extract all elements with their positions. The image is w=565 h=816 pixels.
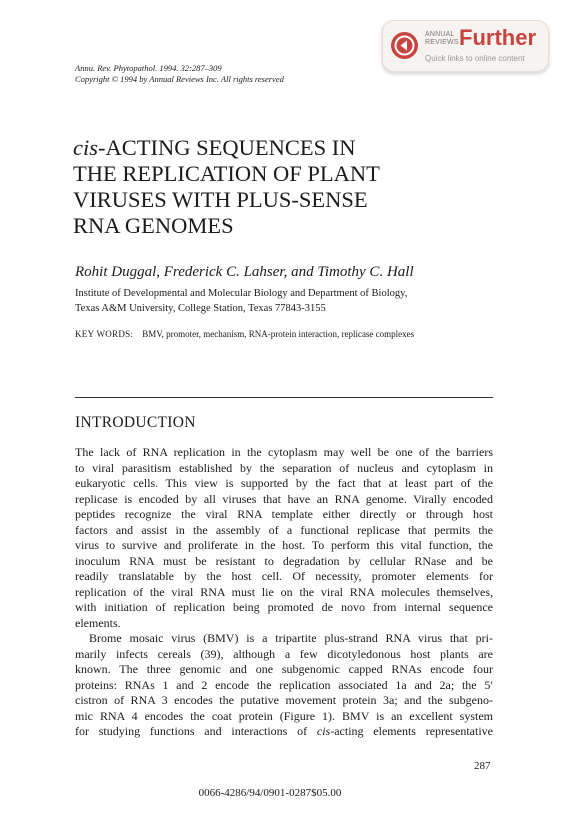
badge-subtitle: Quick links to online content <box>425 54 525 63</box>
text-line: The lack of RNA replication in the cytoplasm may well be one of the barriers <box>75 445 493 459</box>
title-line-4: RNA GENOMES <box>73 213 234 238</box>
text-line: to viral parasitism established by the separation of nucleus and cytoplasm in <box>75 460 493 475</box>
text-line: elements. <box>75 615 121 630</box>
keywords-label: KEY WORDS: <box>75 329 134 339</box>
title-line-1-rest: -ACTING SEQUENCES IN <box>98 135 356 160</box>
play-arrow-icon <box>391 32 418 59</box>
text-line <box>75 724 493 740</box>
title-italic-word: cis <box>73 135 98 160</box>
text-line: eukaryotic cells. This view is supported by the fact that at least part of the <box>75 476 493 490</box>
affiliation-line: Texas A&M University, College Station, Texas 77843-3155 <box>75 303 326 314</box>
text-line: replicase is encoded by all viruses that have an RNA genome. Virally encoded <box>75 491 493 506</box>
badge-publisher-name: ANNUAL REVIEWS <box>425 31 459 46</box>
text-line: cistron of RNA 3 encodes the putative movement protein 3a; and the subgeno- <box>75 693 493 707</box>
journal-citation <box>75 63 284 85</box>
title-line-1 <box>73 135 380 161</box>
keywords <box>75 329 414 339</box>
text-line: with initiation of replication being promoted de novo from internal sequence <box>75 600 493 614</box>
text-line: Brome mosaic virus (BMV) is a tripartite plus-strand RNA virus that pri- <box>89 631 493 645</box>
keywords-values: BMV, promoter, mechanism, RNA-protein interaction, replicase complexes <box>142 329 415 339</box>
text-fragment: for studying functions and interactions of <box>75 724 317 738</box>
page-number: 287 <box>474 760 491 772</box>
text-fragment-italic: cis <box>316 724 331 738</box>
text-line: inoculum RNA must be resistant to degradation by cellular RNase and be <box>75 553 493 568</box>
affiliation-line: Institute of Developmental and Molecular Biology and Department of Biology, <box>75 288 408 299</box>
paragraph-1 <box>75 445 493 631</box>
text-fragment: -acting elements representative <box>330 724 494 738</box>
footer-article-code: 0066-4286/94/0901-0287$05.00 <box>198 787 342 799</box>
text-line: marily infects cereals (39), although a few dicotyledonous host plants are <box>75 646 493 661</box>
copyright-line: Copyright © 1994 by Annual Reviews Inc. All rights reserved <box>75 74 284 84</box>
text-line: replication of the viral RNA must lie on the viral RNA molecules themselves, <box>75 584 493 599</box>
text-line: virus to survive and proliferate in the host. To perform this vital function, the <box>75 538 493 552</box>
paragraph-2 <box>75 631 493 740</box>
text-line: readily translatable by the host cell. Of necessity, promoter elements for <box>75 569 493 583</box>
journal-citation-line: Annu. Rev. Phytopathol. 1994. 32:287–309 <box>75 63 222 73</box>
text-line: peptides recognize the viral RNA template either directly or through host <box>75 507 493 521</box>
text-line: proteins: RNAs 1 and 2 encode the replication associated 1a and 2a; the 5′ <box>75 677 493 692</box>
section-heading: INTRODUCTION <box>75 414 196 431</box>
text-line: known. The three genomic and one subgenomic capped RNAs encode four <box>75 662 493 676</box>
title-line-3: VIRUSES WITH PLUS-SENSE <box>73 187 368 212</box>
author-list: Rohit Duggal, Frederick C. Lahser, and Timothy C. Hall <box>75 264 414 280</box>
badge-further-label: Further <box>459 25 536 50</box>
body-text <box>75 445 493 740</box>
author-affiliation <box>75 286 407 316</box>
text-line: factors and assist in the assembly of a functional replicase that permits the <box>75 522 493 537</box>
annual-reviews-further-badge[interactable] <box>382 20 549 72</box>
text-line: mic RNA 4 encodes the coat protein (Figure 1). BMV is an excellent system <box>75 708 493 723</box>
section-divider <box>75 397 493 398</box>
article-title <box>73 135 380 239</box>
title-line-2: THE REPLICATION OF PLANT <box>73 161 380 186</box>
